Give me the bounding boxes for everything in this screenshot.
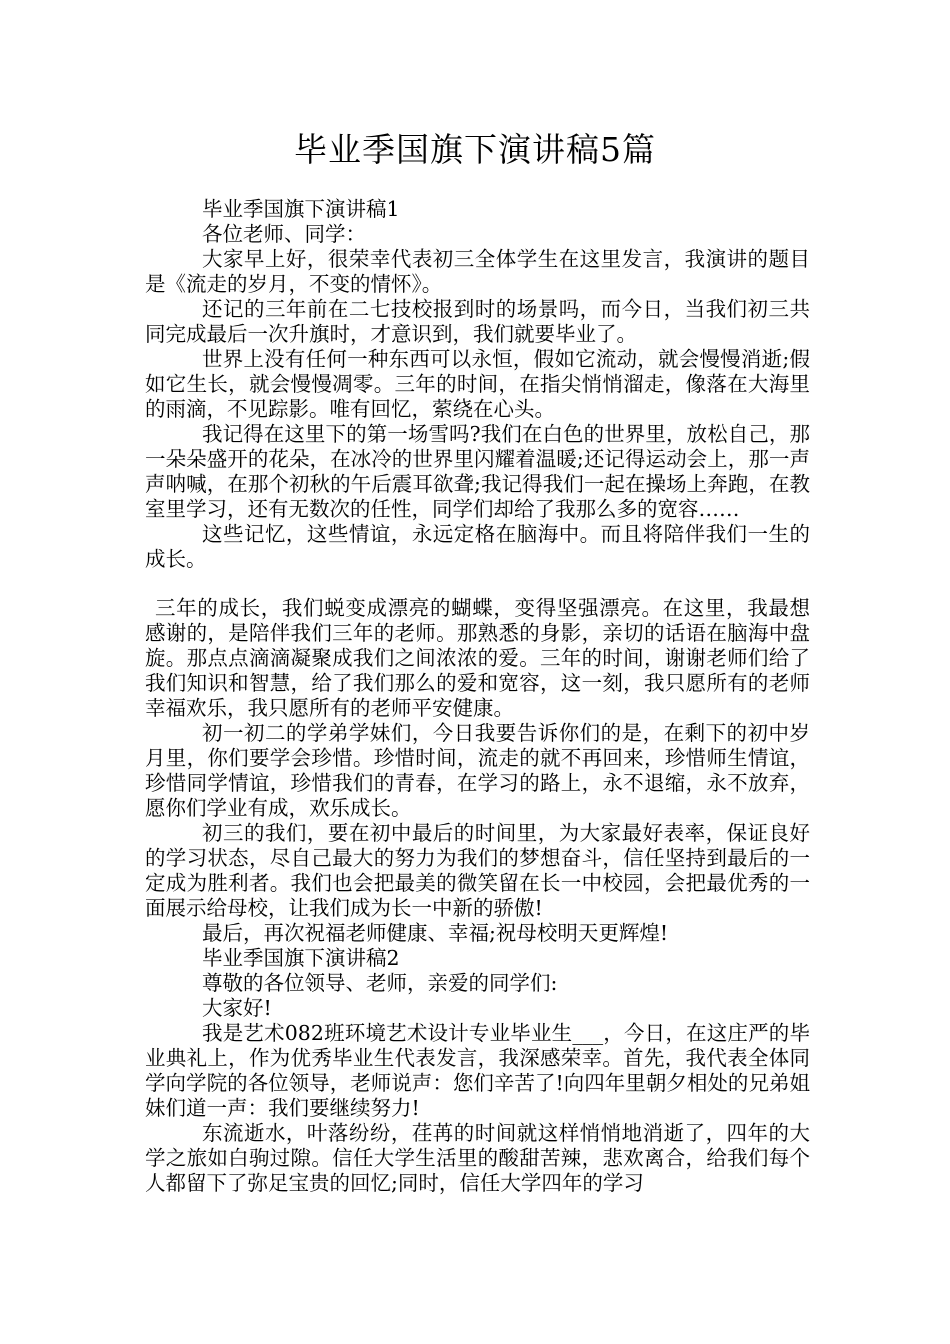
paragraph: 初三的我们，要在初中最后的时间里，为大家最好表率，保证良好的学习状态，尽自己最大的努力为我们的梦想奋斗，信任坚持到最后的一定成为胜利者。我们也会把最美的微笑留在长一中校园，会把最优秀的一面展示给母校，让我们成为长一中新的骄傲! [145, 821, 810, 920]
paragraph: 最后，再次祝福老师健康、幸福;祝母校明天更辉煌! [202, 921, 669, 945]
paragraph: 初一初二的学弟学妹们，今日我要告诉你们的是，在剩下的初中岁月里，你们要学会珍惜。珍惜时间，流走的就不再回来，珍惜师生情谊，珍惜同学情谊，珍惜我们的青春，在学习的路上，永不退缩，永不放弃，愿你们学业有成，欢乐成长。 [145, 721, 810, 820]
paragraph: 还记的三年前在二七技校报到时的场景吗，而今日，当我们初三共同完成最后一次升旗时，才意识到，我们就要毕业了。 [145, 297, 810, 346]
paragraph: 世界上没有任何一种东西可以永恒，假如它流动，就会慢慢消逝;假如它生长，就会慢慢凋零。三年的时间，在指尖悄悄溜走，像落在大海里的雨滴，不见踪影。唯有回忆，萦绕在心头。 [145, 347, 810, 421]
section-heading-2: 毕业季国旗下演讲稿2 [202, 946, 400, 970]
paragraph: 三年的成长，我们蜕变成漂亮的蝴蝶，变得坚强漂亮。在这里，我最想感谢的，是陪伴我们三年的老师。那熟悉的身影，亲切的话语在脑海中盘旋。那点点滴滴凝聚成我们之间浓浓的爱。三年的时间，谢谢老师们给了我们知识和智慧，给了我们那么的爱和宽容，这一刻，我只愿所有的老师幸福欢乐，我只愿所有的老师平安健康。 [145, 596, 810, 720]
paragraph-gap [145, 572, 810, 596]
paragraph: 大家早上好，很荣幸代表初三全体学生在这里发言，我演讲的题目是《流走的岁月，不变的情怀》。 [145, 247, 810, 296]
paragraph: 我是艺术082班环境艺术设计专业毕业生___，今日，在这庄严的毕业典礼上，作为优秀毕业生代表发言，我深感荣幸。首先，我代表全体同学向学院的各位领导，老师说声：您们辛苦了!向四年里朝夕相处的兄弟姐妹们道一声：我们要继续努力! [145, 1021, 810, 1120]
greeting: 大家好! [202, 996, 272, 1020]
paragraph: 东流逝水，叶落纷纷，荏苒的时间就这样悄悄地消逝了，四年的大学之旅如白驹过隙。信任大学生活里的酸甜苦辣，悲欢离合，给我们每个人都留下了弥足宝贵的回忆;同时，信任大学四年的学习 [145, 1121, 810, 1195]
paragraph: 这些记忆，这些情谊，永远定格在脑海中。而且将陪伴我们一生的成长。 [145, 522, 810, 571]
salutation: 尊敬的各位领导、老师，亲爱的同学们: [202, 971, 558, 995]
salutation: 各位老师、同学： [202, 222, 366, 246]
section-heading-1: 毕业季国旗下演讲稿1 [202, 197, 400, 221]
paragraph: 我记得在这里下的第一场雪吗?我们在白色的世界里，放松自己，那一朵朵盛开的花朵，在冰冷的世界里闪耀着温暖;还记得运动会上，那一声声呐喊，在那个初秋的午后震耳欲聋;我记得我们一起在操场上奔跑，在教室里学习，还有无数次的任性，同学们却给了我那么多的宽容…… [145, 422, 810, 521]
document-title: 毕业季国旗下演讲稿5篇 [294, 130, 656, 169]
document-body [145, 197, 810, 1196]
